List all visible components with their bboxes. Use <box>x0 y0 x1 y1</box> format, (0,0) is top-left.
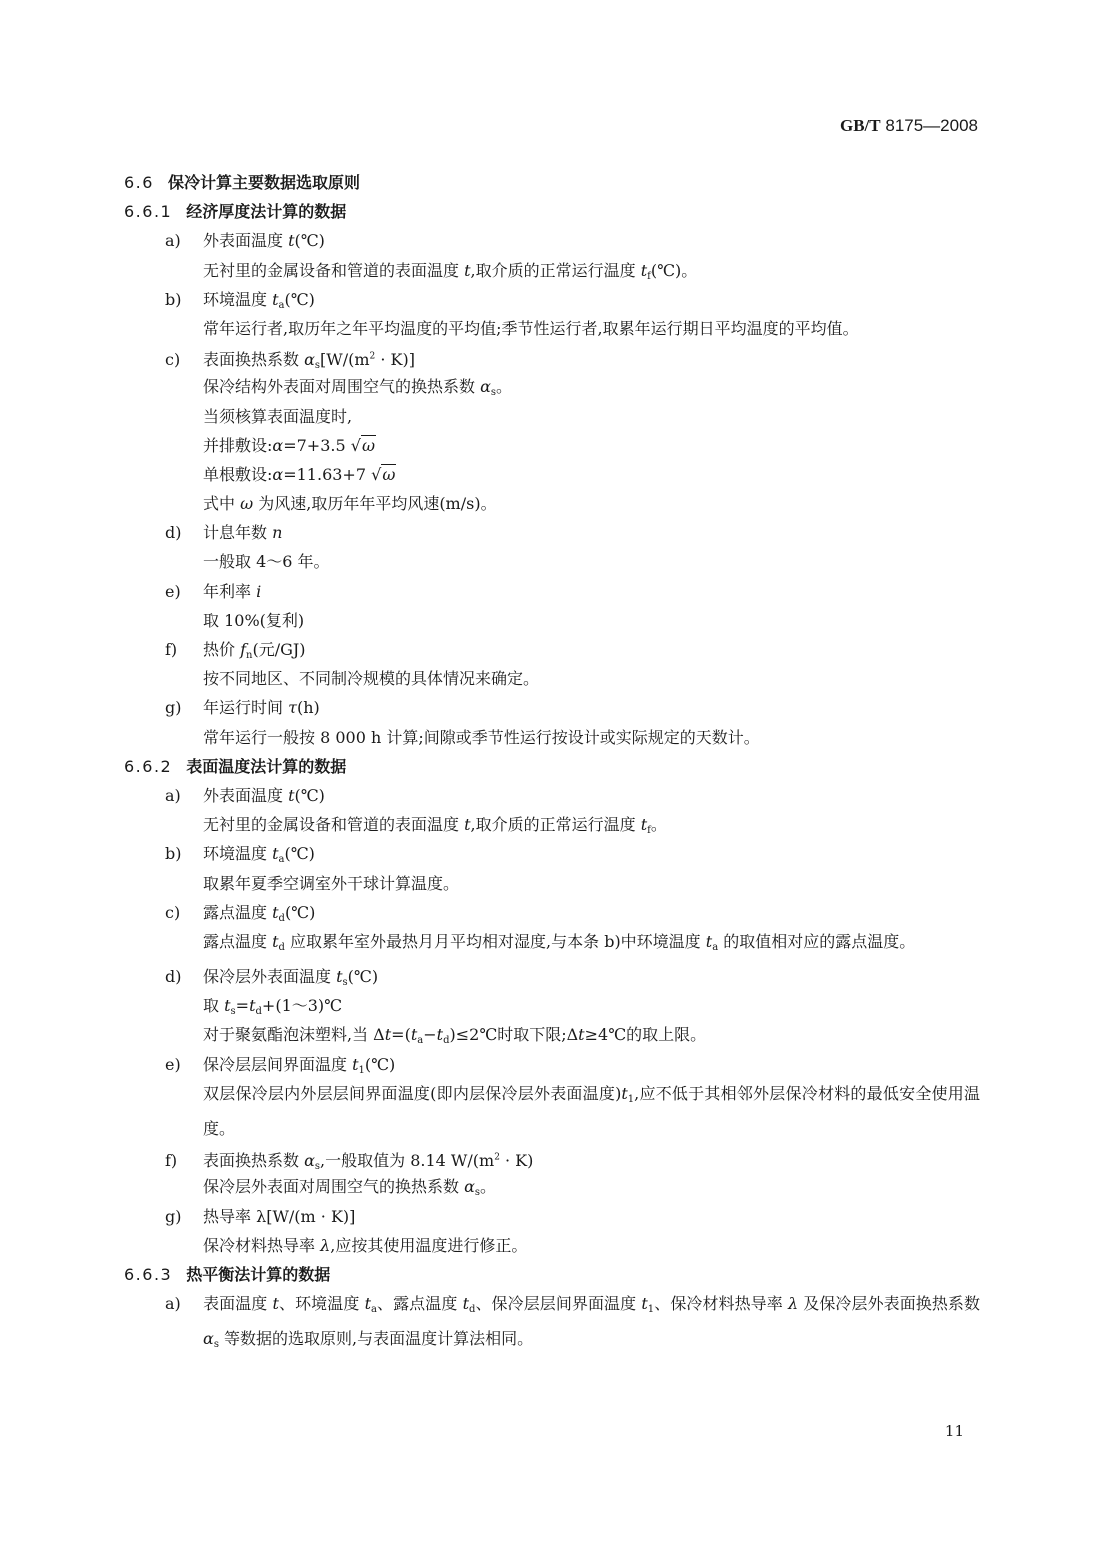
list-item <box>124 577 980 606</box>
list-item <box>124 839 980 868</box>
list-item-text: 热价 $f_n$(元/GJ) <box>203 640 306 662</box>
list-item-text: 表面换热系数 $\alpha_s[W/(m^2 \cdot K)]$ <box>203 350 415 372</box>
list-item-marker: b) <box>165 289 182 309</box>
list-item-text: 环境温度 $t_a(℃)$ <box>203 844 315 866</box>
list-item-text: 外表面温度 t(℃) <box>203 231 325 251</box>
section-heading <box>124 752 980 781</box>
paragraph: 当须核算表面温度时, <box>203 406 353 426</box>
document-body <box>124 168 980 1360</box>
section-number: 6.6.3 <box>124 1265 173 1284</box>
list-item-text: 保冷层外表面温度 $t_s(℃)$ <box>203 967 379 989</box>
list-item <box>124 285 980 314</box>
paragraph: 常年运行者,取历年之年平均温度的平均值;季节性运行者,取累年运行期日平均温度的平均值。 <box>203 318 859 338</box>
list-item-text: 年运行时间 τ(h) <box>203 698 320 718</box>
list-item-marker: c) <box>165 350 181 370</box>
paragraph: 取 $t_s=t_d+(1\sim 3)℃$ <box>203 996 343 1018</box>
list-item-text: 环境温度 $t_a(℃)$ <box>203 289 315 311</box>
list-item <box>124 343 980 372</box>
list-item <box>124 1202 980 1231</box>
list-item-marker: e) <box>165 1054 181 1074</box>
list-item-marker: a) <box>165 231 181 251</box>
list-item-text: 表面温度 t、环境温度 $t_a$、露点温度 $t_d$、保冷层层间界面温度 $t_1$、保冷材料热导率 λ 及保冷层外表面换热系数 $\alpha_s$ 等数据的选取原则,与表面温度计算法相同。 <box>203 1294 980 1351</box>
section-number: 6.6 <box>124 173 154 192</box>
paragraph: 无衬里的金属设备和管道的表面温度 t,取介质的正常运行温度 $t_f$。 <box>203 815 667 837</box>
list-item-marker: f) <box>165 1150 178 1170</box>
list-item-text: 外表面温度 t(℃) <box>203 785 325 805</box>
standard-prefix: GB/T <box>840 116 881 135</box>
paragraph: 按不同地区、不同制冷规模的具体情况来确定。 <box>203 669 540 689</box>
list-item <box>124 635 980 664</box>
list-item-marker: a) <box>165 1294 181 1314</box>
list-item <box>124 518 980 547</box>
section-heading <box>124 168 980 197</box>
list-item-marker: b) <box>165 844 182 864</box>
paragraph: 对于聚氨酯泡沫塑料,当 $\Delta t=(t_a-t_d)\le 2℃$时取下限;Δt≥4℃的取上限。 <box>203 1025 707 1047</box>
list-item-marker: g) <box>165 1206 182 1226</box>
section-title: 保冷计算主要数据选取原则 <box>167 173 360 192</box>
list-item <box>124 781 980 810</box>
list-item-marker: e) <box>165 581 181 601</box>
list-item-marker: c) <box>165 902 181 922</box>
list-item-marker: a) <box>165 785 181 805</box>
page-number: 11 <box>944 1422 964 1440</box>
list-item <box>124 898 980 927</box>
list-item <box>124 1143 980 1172</box>
list-item-marker: d) <box>165 523 182 543</box>
list-item-text: 保冷层层间界面温度 $t_1(℃)$ <box>203 1054 396 1076</box>
list-item-text: 表面换热系数 $\alpha_s$,一般取值为 8.14 $W/(m^2 \cdot K)$ <box>203 1150 534 1172</box>
section-heading <box>124 1260 980 1289</box>
list-item <box>124 1050 980 1079</box>
paragraph: 保冷结构外表面对周围空气的换热系数 $\alpha_s$。 <box>203 377 513 399</box>
list-item-marker: d) <box>165 967 182 987</box>
paragraph: 无衬里的金属设备和管道的表面温度 t,取介质的正常运行温度 $t_f(℃)$。 <box>203 260 698 282</box>
paragraph: 露点温度 $t_d$ 应取累年室外最热月月平均相对湿度,与本条 b)中环境温度 $t_a$ 的取值相对应的露点温度。 <box>203 931 916 953</box>
paragraph: 取累年夏季空调室外干球计算温度。 <box>203 873 460 893</box>
paragraph: 单根敷设:α=11.63+7 √ω <box>203 464 396 484</box>
section-number: 6.6.2 <box>124 756 173 776</box>
paragraph: 保冷层外表面对周围空气的换热系数 $\alpha_s$。 <box>203 1177 497 1199</box>
section-title: 表面温度法计算的数据 <box>186 756 347 776</box>
list-item <box>124 226 980 255</box>
section-title: 热平衡法计算的数据 <box>186 1265 331 1284</box>
list-item-text: 年利率 i <box>203 581 262 601</box>
list-item-text: 计息年数 n <box>203 523 283 543</box>
section-number: 6.6.1 <box>124 202 173 222</box>
paragraph: 并排敷设:α=7+3.5 √ω <box>203 435 375 455</box>
list-item-marker: g) <box>165 698 182 718</box>
standard-number: 8175—2008 <box>885 116 978 135</box>
list-item-marker: f) <box>165 640 178 660</box>
list-item <box>124 962 980 991</box>
paragraph: 保冷材料热导率 λ,应按其使用温度进行修正。 <box>203 1235 528 1255</box>
paragraph: 一般取 4～6 年。 <box>203 552 330 572</box>
paragraph: 双层保冷层内外层层间界面温度(即内层保冷层外表面温度)$t_1$,应不低于其相邻外层保冷材料的最低安全使用温度。 <box>203 1083 980 1139</box>
list-item-text: 露点温度 $t_d(℃)$ <box>203 902 316 924</box>
standard-header <box>840 116 978 136</box>
section-heading <box>124 197 980 226</box>
list-item <box>124 693 980 722</box>
list-item-text: 热导率 λ[W/(m · K)] <box>203 1206 356 1226</box>
paragraph: 常年运行一般按 8 000 h 计算;间隙或季节性运行按设计或实际规定的天数计。 <box>203 727 760 747</box>
paragraph: 式中 ω 为风速,取历年年平均风速(m/s)。 <box>203 494 497 514</box>
section-title: 经济厚度法计算的数据 <box>186 202 347 222</box>
list-item <box>124 1289 980 1359</box>
paragraph: 取 10%(复利) <box>203 610 305 630</box>
